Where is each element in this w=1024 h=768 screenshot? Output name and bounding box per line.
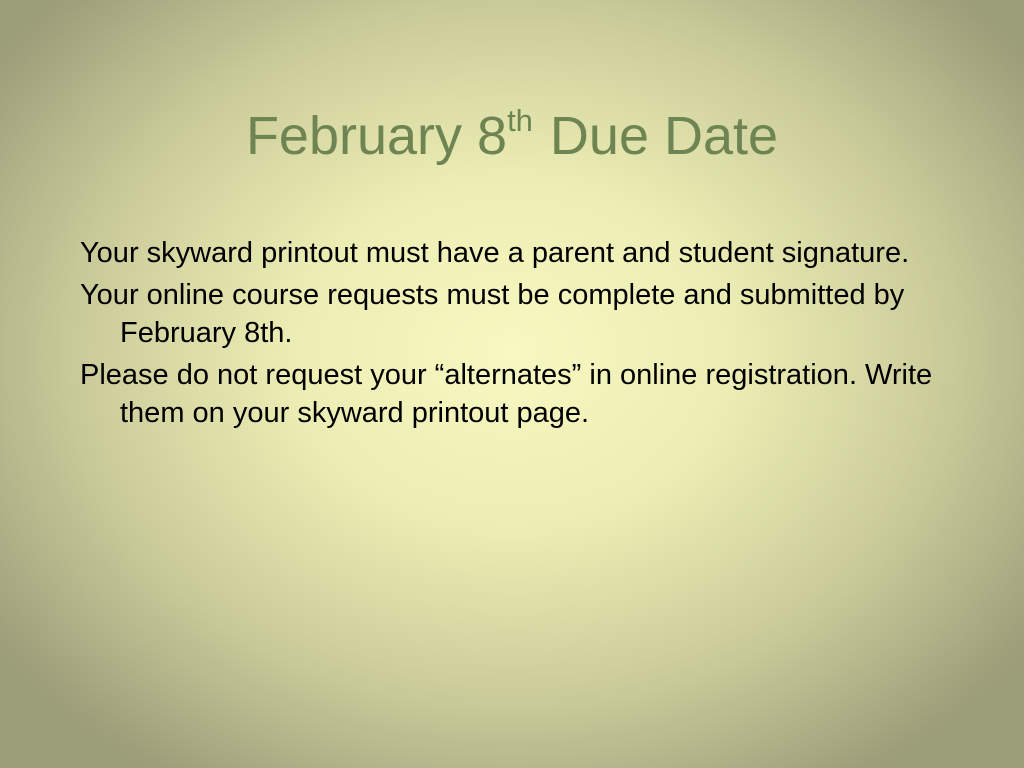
title-superscript: th (507, 103, 533, 138)
bullet-item: Your skyward printout must have a parent and student signature. (80, 237, 910, 269)
bullet-item: Your online course requests must be complete and submitted by February 8th. (80, 279, 905, 349)
bullet-list (80, 234, 940, 436)
bullet-item: Please do not request your “alternates” in online registration. Write them on your skyward printout page. (80, 359, 933, 429)
title-rest: Due Date (534, 106, 779, 166)
title-main: February 8 (245, 106, 508, 166)
slide-title (0, 98, 1024, 174)
